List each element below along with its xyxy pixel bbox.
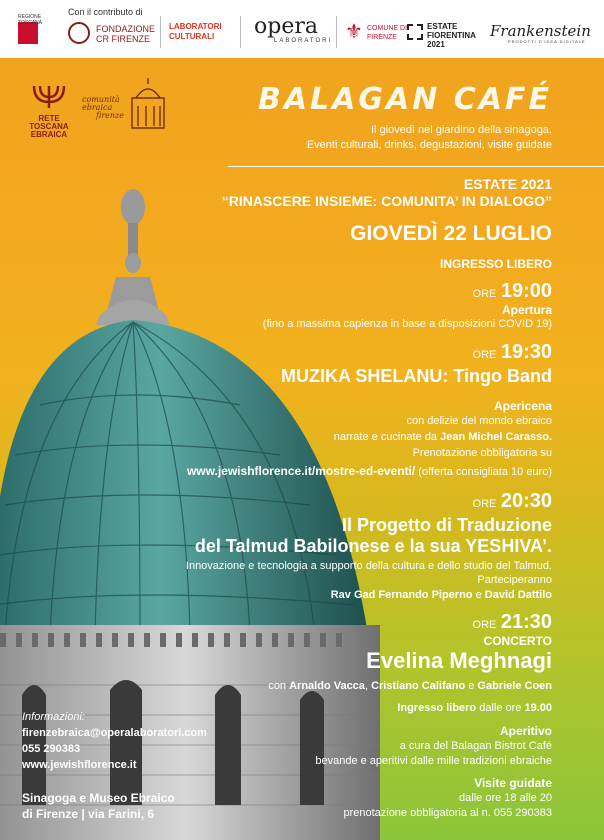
event-title: BALAGAN CAFÉ <box>257 82 552 117</box>
opera-logo <box>254 16 332 44</box>
slot-2030 <box>473 490 552 513</box>
venue-line2: di Firenze | via Farini, 6 <box>22 807 155 821</box>
musicians <box>268 680 552 692</box>
estate-line3: 2021 <box>427 40 445 49</box>
event-date: GIOVEDÌ 22 LUGLIO <box>350 222 552 245</box>
comunita-line2: ebraica <box>82 103 113 112</box>
comunita-line3: firenze <box>96 111 124 120</box>
slot-time: 19:00 <box>500 280 552 302</box>
apericena-line2-text: narrate e cucinate da <box>333 431 441 443</box>
musicians-sep2: e <box>465 680 478 692</box>
musician-2: Cristiano Califano <box>371 680 466 692</box>
comunita-line1: comunità <box>82 95 120 104</box>
musicians-prefix: con <box>268 680 290 692</box>
concert-entry <box>397 702 552 714</box>
slot-1900 <box>473 280 552 303</box>
visite-line2: prenotazione obbligatoria al n. 055 290383 <box>343 807 552 819</box>
comune-line2: FIRENZE <box>367 34 397 41</box>
regione-label: REGIONE TOSCANA <box>18 14 43 26</box>
apericena-booking <box>187 464 552 478</box>
ore-label: ORE <box>472 288 497 300</box>
rete-line3: EBRAICA <box>30 130 68 139</box>
synagogue-dome-image <box>0 185 380 840</box>
apericena-line3: Prenotazione obbligatoria su <box>412 447 552 459</box>
musician-1: Arnaldo Vacca <box>289 680 365 692</box>
info-email[interactable]: firenzebraica@operalaboratori.com <box>22 727 207 739</box>
entry-time: 19.00 <box>524 702 552 714</box>
slot-time: 19:30 <box>500 341 552 363</box>
frankenstein-wordmark: Frankenstein <box>490 22 591 40</box>
apericena-title: Apericena <box>493 399 552 413</box>
estate-line1: ESTATE <box>427 22 458 31</box>
slot-1900-title: Apertura <box>501 303 552 317</box>
subtitle-line1: Il giovedì nel giardino della sinagoga. <box>370 124 552 136</box>
chef-name: Jean Michel Carasso. <box>440 431 552 443</box>
aperitivo-line1: a cura del Balagan Bistrot Café <box>399 740 552 752</box>
contributo-label: Con il contributo di <box>68 7 143 17</box>
slot-2030-title2: del Talmud Babilonese e la sua YESHIVA’. <box>194 536 552 556</box>
ore-label: ORE <box>472 349 497 361</box>
laboratori-line2: CULTURALI <box>169 32 215 41</box>
rete-toscana-ebraica-logo <box>24 80 74 139</box>
rete-line1: RETE <box>38 114 60 123</box>
venue-line1: Sinagoga e Museo Ebraico <box>22 791 175 805</box>
ore-label: ORE <box>472 619 497 631</box>
ore-label: ORE <box>472 498 497 510</box>
info-website[interactable]: www.jewishflorence.it <box>22 759 137 771</box>
regione-logo <box>18 12 43 44</box>
subtitle-line2: Eventi culturali, drinks, degustazioni, visite guidate <box>306 139 552 151</box>
divider <box>240 16 241 48</box>
speaker-1: Rav Gad Fernando Piperno <box>330 589 473 601</box>
concerto-label: CONCERTO <box>483 634 552 648</box>
info-label: Informazioni: <box>22 711 85 723</box>
speaker-2: David Dattilo <box>484 589 552 601</box>
apericena-line1: con delizie del mondo ebraico <box>406 415 552 427</box>
slot-2030-part: Parteciperanno <box>477 574 552 586</box>
slot-2030-speakers <box>331 589 552 601</box>
slot-time: 21:30 <box>500 611 552 633</box>
estate-line2: FIORENTINA <box>427 31 476 40</box>
rete-line2: TOSCANA <box>29 122 69 131</box>
musicians-sep1: , <box>364 680 372 692</box>
menorah-icon <box>24 80 74 110</box>
laboratori-logo <box>169 22 222 42</box>
slot-1900-desc: (fino a massima capienza in base a disposizioni COVID 19) <box>262 318 552 330</box>
slot-2130 <box>473 611 552 634</box>
fondazione-emblem-icon <box>68 22 90 44</box>
booking-link[interactable]: www.jewishflorence.it/mostre-ed-eventi/ <box>186 464 416 478</box>
fondazione-line1: FONDAZIONE <box>96 24 156 34</box>
booking-note: (offerta consigliata 10 euro) <box>415 466 552 478</box>
info-phone: 055 290383 <box>22 743 81 755</box>
opera-sub: LABORATORI <box>274 38 333 44</box>
season-label: ESTATE 2021 <box>463 176 552 192</box>
entry-free: Ingresso libero <box>397 702 477 714</box>
artist-name: Evelina Meghnagi <box>366 648 552 673</box>
slot-time: 20:30 <box>500 490 552 512</box>
estate-mark-icon <box>407 24 423 40</box>
visite-line1: dalle ore 18 alle 20 <box>459 792 552 804</box>
slot-2030-desc: Innovazione e tecnologia a supporto della cultura e dello studio del Talmud. <box>185 560 552 572</box>
slot-1930-title: MUZIKA SHELANU: Tingo Band <box>281 366 552 386</box>
slot-2030-title1: Il Progetto di Traduzione <box>341 515 552 535</box>
visite-title: Visite guidate <box>474 776 552 790</box>
fleur-de-lis-icon: ⚜ <box>345 21 363 43</box>
dome-illustration <box>0 185 380 840</box>
fondazione-line2: CR FIRENZE <box>96 34 150 44</box>
header-divider <box>228 166 604 167</box>
theme-label: “RINASCERE INSIEME: COMUNITA’ IN DIALOGO” <box>221 193 552 209</box>
comune-line1: COMUNE DI <box>367 25 408 32</box>
opera-wordmark: opera <box>254 14 318 39</box>
frankenstein-sub: PRODOTTI D'IDEA DIGITALE <box>508 39 586 44</box>
sponsor-bar <box>0 0 604 58</box>
comunita-ebraica-firenze-logo <box>82 96 124 120</box>
speaker-join: e <box>472 589 485 601</box>
divider <box>336 16 337 48</box>
aperitivo-line2: bevande e aperitivi dalle mille tradizioni ebraiche <box>315 755 552 767</box>
aperitivo-title: Aperitivo <box>499 724 552 738</box>
musician-3: Gabriele Coen <box>477 680 552 692</box>
entry-from: dalle ore <box>476 702 525 714</box>
laboratori-line1: LABORATORI <box>169 22 222 31</box>
frankenstein-logo <box>490 24 591 44</box>
apericena-line2 <box>334 431 552 443</box>
divider <box>160 16 161 48</box>
synagogue-outline-icon <box>126 76 170 132</box>
ingresso-libero-label: INGRESSO LIBERO <box>439 257 552 271</box>
slot-1930 <box>473 341 552 364</box>
